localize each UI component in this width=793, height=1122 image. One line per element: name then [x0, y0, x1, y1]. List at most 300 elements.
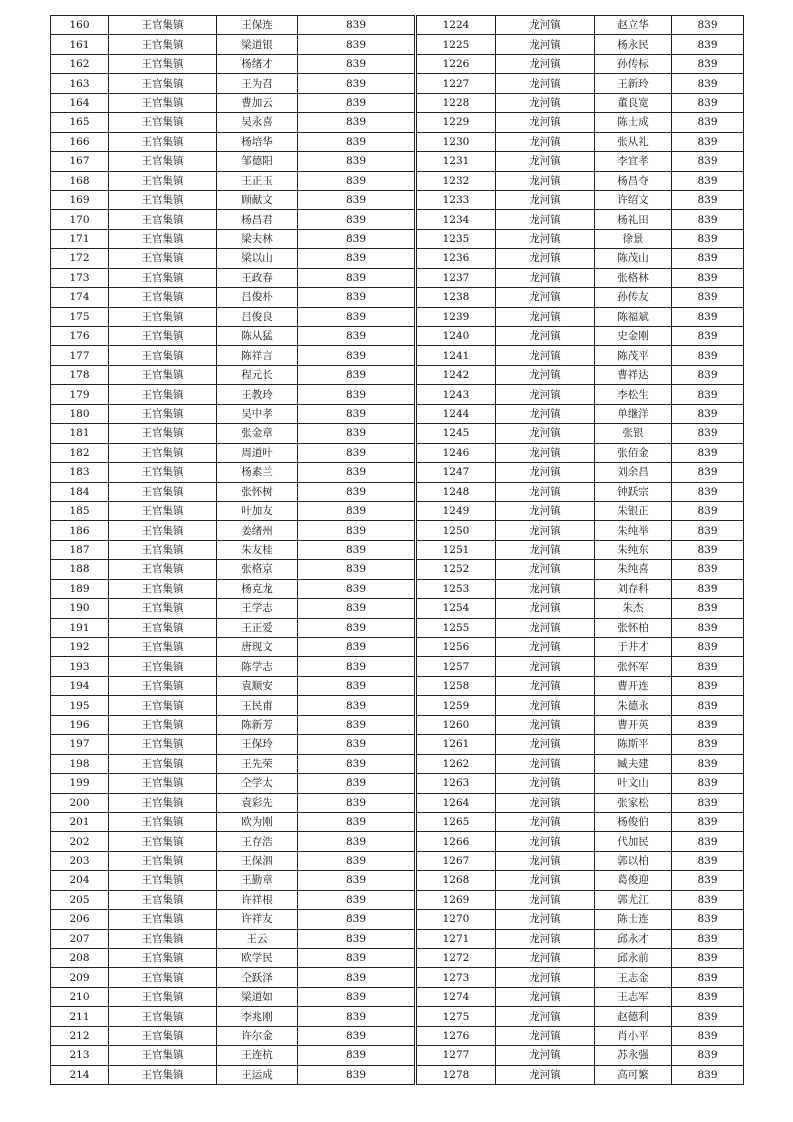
row-number-cell: 1240 — [417, 327, 496, 346]
amount-cell: 839 — [298, 54, 415, 73]
name-cell: 王志军 — [595, 987, 672, 1006]
table-row — [51, 754, 415, 773]
town-cell: 龙河镇 — [496, 268, 595, 287]
town-cell: 龙河镇 — [496, 93, 595, 112]
name-cell: 仝学太 — [217, 774, 298, 793]
row-number-cell: 189 — [51, 579, 109, 598]
name-cell: 王为召 — [217, 74, 298, 93]
table-row — [51, 385, 415, 404]
town-cell: 龙河镇 — [496, 735, 595, 754]
name-cell: 陈从猛 — [217, 327, 298, 346]
amount-cell: 839 — [298, 1026, 415, 1045]
amount-cell: 839 — [672, 618, 744, 637]
town-cell: 王官集镇 — [109, 16, 217, 35]
row-number-cell: 1243 — [417, 385, 496, 404]
amount-cell: 839 — [672, 35, 744, 54]
amount-cell: 839 — [298, 482, 415, 501]
row-number-cell: 199 — [51, 774, 109, 793]
row-number-cell: 1261 — [417, 735, 496, 754]
table-row — [51, 132, 415, 151]
name-cell: 梁道如 — [217, 987, 298, 1006]
amount-cell: 839 — [672, 774, 744, 793]
amount-cell: 839 — [672, 113, 744, 132]
name-cell: 邱永前 — [595, 949, 672, 968]
town-cell: 龙河镇 — [496, 132, 595, 151]
row-number-cell: 1237 — [417, 268, 496, 287]
table-row — [51, 968, 415, 987]
town-cell: 龙河镇 — [496, 327, 595, 346]
table-row — [51, 949, 415, 968]
town-cell: 王官集镇 — [109, 560, 217, 579]
town-cell: 龙河镇 — [496, 949, 595, 968]
row-number-cell: 1277 — [417, 1046, 496, 1065]
row-number-cell: 1272 — [417, 949, 496, 968]
name-cell: 郭以柏 — [595, 851, 672, 870]
table-row — [51, 1026, 415, 1045]
town-cell: 王官集镇 — [109, 715, 217, 734]
town-cell: 王官集镇 — [109, 365, 217, 384]
name-cell: 杨礼田 — [595, 210, 672, 229]
town-cell: 王官集镇 — [109, 696, 217, 715]
table-row — [417, 463, 744, 482]
row-number-cell: 1257 — [417, 657, 496, 676]
row-number-cell: 1239 — [417, 307, 496, 326]
amount-cell: 839 — [672, 54, 744, 73]
name-cell: 王先荣 — [217, 754, 298, 773]
name-cell: 王保连 — [217, 16, 298, 35]
table-row — [51, 735, 415, 754]
amount-cell: 839 — [298, 832, 415, 851]
name-cell: 王存浩 — [217, 832, 298, 851]
amount-cell: 839 — [298, 715, 415, 734]
row-number-cell: 196 — [51, 715, 109, 734]
name-cell: 叶文山 — [595, 774, 672, 793]
town-cell: 龙河镇 — [496, 229, 595, 248]
amount-cell: 839 — [298, 638, 415, 657]
amount-cell: 839 — [672, 1046, 744, 1065]
table-row — [51, 288, 415, 307]
amount-cell: 839 — [672, 793, 744, 812]
name-cell: 董良宽 — [595, 93, 672, 112]
row-number-cell: 181 — [51, 424, 109, 443]
town-cell: 龙河镇 — [496, 812, 595, 831]
name-cell: 王正爱 — [217, 618, 298, 637]
town-cell: 龙河镇 — [496, 696, 595, 715]
name-cell: 朱纯喜 — [595, 560, 672, 579]
row-number-cell: 1253 — [417, 579, 496, 598]
amount-cell: 839 — [298, 812, 415, 831]
amount-cell: 839 — [298, 132, 415, 151]
town-cell: 龙河镇 — [496, 365, 595, 384]
name-cell: 陈士连 — [595, 910, 672, 929]
town-cell: 王官集镇 — [109, 385, 217, 404]
name-cell: 徐景 — [595, 229, 672, 248]
name-cell: 葛俊迎 — [595, 871, 672, 890]
table-row — [417, 890, 744, 909]
name-cell: 吴中孝 — [217, 404, 298, 423]
table-row — [417, 190, 744, 209]
name-cell: 张金章 — [217, 424, 298, 443]
name-cell: 王教玲 — [217, 385, 298, 404]
name-cell: 高可繁 — [595, 1065, 672, 1084]
town-cell: 王官集镇 — [109, 1007, 217, 1026]
row-number-cell: 192 — [51, 638, 109, 657]
town-cell: 龙河镇 — [496, 288, 595, 307]
amount-cell: 839 — [672, 365, 744, 384]
town-cell: 王官集镇 — [109, 793, 217, 812]
amount-cell: 839 — [298, 968, 415, 987]
name-cell: 曹加云 — [217, 93, 298, 112]
town-cell: 王官集镇 — [109, 890, 217, 909]
town-cell: 龙河镇 — [496, 910, 595, 929]
row-number-cell: 184 — [51, 482, 109, 501]
table-row — [51, 210, 415, 229]
amount-cell: 839 — [672, 501, 744, 520]
table-row — [417, 54, 744, 73]
town-cell: 龙河镇 — [496, 968, 595, 987]
table-row — [417, 851, 744, 870]
town-cell: 王官集镇 — [109, 327, 217, 346]
town-cell: 龙河镇 — [496, 249, 595, 268]
table-row — [417, 871, 744, 890]
amount-cell: 839 — [672, 482, 744, 501]
row-number-cell: 185 — [51, 501, 109, 520]
row-number-cell: 162 — [51, 54, 109, 73]
town-cell: 龙河镇 — [496, 987, 595, 1006]
amount-cell: 839 — [672, 987, 744, 1006]
amount-cell: 839 — [672, 910, 744, 929]
amount-cell: 839 — [298, 579, 415, 598]
row-number-cell: 1245 — [417, 424, 496, 443]
table-row — [51, 676, 415, 695]
table-row — [51, 190, 415, 209]
row-number-cell: 213 — [51, 1046, 109, 1065]
name-cell: 程元长 — [217, 365, 298, 384]
town-cell: 王官集镇 — [109, 676, 217, 695]
row-number-cell: 1236 — [417, 249, 496, 268]
name-cell: 李宜孝 — [595, 152, 672, 171]
name-cell: 王新玲 — [595, 74, 672, 93]
row-number-cell: 190 — [51, 599, 109, 618]
row-number-cell: 197 — [51, 735, 109, 754]
name-cell: 邹德阳 — [217, 152, 298, 171]
town-cell: 龙河镇 — [496, 638, 595, 657]
row-number-cell: 1256 — [417, 638, 496, 657]
row-number-cell: 1226 — [417, 54, 496, 73]
town-cell: 龙河镇 — [496, 16, 595, 35]
table-row — [51, 93, 415, 112]
table-row — [417, 638, 744, 657]
town-cell: 龙河镇 — [496, 152, 595, 171]
amount-cell: 839 — [672, 249, 744, 268]
row-number-cell: 183 — [51, 463, 109, 482]
town-cell: 王官集镇 — [109, 832, 217, 851]
town-cell: 龙河镇 — [496, 35, 595, 54]
table-row — [51, 832, 415, 851]
name-cell: 陈新芳 — [217, 715, 298, 734]
amount-cell: 839 — [298, 754, 415, 773]
row-number-cell: 161 — [51, 35, 109, 54]
name-cell: 杨绪才 — [217, 54, 298, 73]
town-cell: 王官集镇 — [109, 987, 217, 1006]
row-number-cell: 1230 — [417, 132, 496, 151]
name-cell: 周道叶 — [217, 443, 298, 462]
name-cell: 张从礼 — [595, 132, 672, 151]
table-row — [51, 812, 415, 831]
town-cell: 王官集镇 — [109, 307, 217, 326]
town-cell: 龙河镇 — [496, 871, 595, 890]
amount-cell: 839 — [298, 307, 415, 326]
amount-cell: 839 — [298, 890, 415, 909]
amount-cell: 839 — [298, 35, 415, 54]
row-number-cell: 167 — [51, 152, 109, 171]
town-cell: 龙河镇 — [496, 482, 595, 501]
table-row — [51, 346, 415, 365]
name-cell: 王保玲 — [217, 735, 298, 754]
table-row — [417, 735, 744, 754]
table-row — [51, 521, 415, 540]
table-row — [51, 482, 415, 501]
name-cell: 张格林 — [595, 268, 672, 287]
table-row — [51, 696, 415, 715]
amount-cell: 839 — [298, 851, 415, 870]
amount-cell: 839 — [298, 113, 415, 132]
name-cell: 曹祥达 — [595, 365, 672, 384]
row-number-cell: 177 — [51, 346, 109, 365]
town-cell: 王官集镇 — [109, 74, 217, 93]
town-cell: 王官集镇 — [109, 171, 217, 190]
name-cell: 许绍文 — [595, 190, 672, 209]
name-cell: 苏永强 — [595, 1046, 672, 1065]
amount-cell: 839 — [672, 949, 744, 968]
amount-cell: 839 — [298, 229, 415, 248]
table-row — [417, 968, 744, 987]
table-row — [417, 579, 744, 598]
row-number-cell: 1269 — [417, 890, 496, 909]
row-number-cell: 1255 — [417, 618, 496, 637]
row-number-cell: 214 — [51, 1065, 109, 1084]
row-number-cell: 1228 — [417, 93, 496, 112]
row-number-cell: 1258 — [417, 676, 496, 695]
row-number-cell: 1252 — [417, 560, 496, 579]
table-row — [417, 1026, 744, 1045]
amount-cell: 839 — [672, 16, 744, 35]
town-cell: 王官集镇 — [109, 1046, 217, 1065]
amount-cell: 839 — [298, 774, 415, 793]
row-number-cell: 1231 — [417, 152, 496, 171]
table-row — [417, 987, 744, 1006]
town-cell: 龙河镇 — [496, 1065, 595, 1084]
town-cell: 龙河镇 — [496, 676, 595, 695]
amount-cell: 839 — [298, 676, 415, 695]
row-number-cell: 1248 — [417, 482, 496, 501]
table-row — [417, 132, 744, 151]
row-number-cell: 1274 — [417, 987, 496, 1006]
town-cell: 龙河镇 — [496, 463, 595, 482]
amount-cell: 839 — [298, 16, 415, 35]
row-number-cell: 166 — [51, 132, 109, 151]
row-number-cell: 212 — [51, 1026, 109, 1045]
name-cell: 梁道银 — [217, 35, 298, 54]
amount-cell: 839 — [672, 152, 744, 171]
town-cell: 龙河镇 — [496, 1046, 595, 1065]
table-row — [51, 327, 415, 346]
roster-body-left — [51, 16, 415, 1085]
amount-cell: 839 — [672, 579, 744, 598]
row-number-cell: 187 — [51, 540, 109, 559]
amount-cell: 839 — [298, 696, 415, 715]
amount-cell: 839 — [672, 190, 744, 209]
town-cell: 龙河镇 — [496, 307, 595, 326]
table-row — [51, 890, 415, 909]
name-cell: 于井才 — [595, 638, 672, 657]
name-cell: 朱银正 — [595, 501, 672, 520]
name-cell: 顾献文 — [217, 190, 298, 209]
name-cell: 王连杭 — [217, 1046, 298, 1065]
table-row — [51, 987, 415, 1006]
table-row — [51, 307, 415, 326]
name-cell: 杨昌君 — [217, 210, 298, 229]
town-cell: 龙河镇 — [496, 715, 595, 734]
name-cell: 袁彩先 — [217, 793, 298, 812]
amount-cell: 839 — [672, 132, 744, 151]
amount-cell: 839 — [672, 851, 744, 870]
row-number-cell: 1259 — [417, 696, 496, 715]
row-number-cell: 1254 — [417, 599, 496, 618]
table-row — [417, 268, 744, 287]
name-cell: 张银 — [595, 424, 672, 443]
town-cell: 王官集镇 — [109, 599, 217, 618]
amount-cell: 839 — [672, 463, 744, 482]
name-cell: 陈学志 — [217, 657, 298, 676]
name-cell: 朱杰 — [595, 599, 672, 618]
table-row — [417, 599, 744, 618]
name-cell: 曹开连 — [595, 676, 672, 695]
town-cell: 王官集镇 — [109, 910, 217, 929]
table-row — [51, 113, 415, 132]
town-cell: 龙河镇 — [496, 599, 595, 618]
table-row — [417, 365, 744, 384]
table-row — [51, 268, 415, 287]
roster-table-left — [50, 15, 415, 1085]
name-cell: 刘余昌 — [595, 463, 672, 482]
amount-cell: 839 — [672, 871, 744, 890]
name-cell: 单继洋 — [595, 404, 672, 423]
table-row — [417, 171, 744, 190]
amount-cell: 839 — [672, 74, 744, 93]
table-row — [417, 774, 744, 793]
amount-cell: 839 — [298, 210, 415, 229]
amount-cell: 839 — [672, 599, 744, 618]
town-cell: 龙河镇 — [496, 793, 595, 812]
amount-cell: 839 — [298, 929, 415, 948]
row-number-cell: 200 — [51, 793, 109, 812]
row-number-cell: 1232 — [417, 171, 496, 190]
table-row — [417, 793, 744, 812]
name-cell: 朱友桂 — [217, 540, 298, 559]
amount-cell: 839 — [672, 404, 744, 423]
row-number-cell: 1271 — [417, 929, 496, 948]
table-row — [51, 618, 415, 637]
town-cell: 王官集镇 — [109, 404, 217, 423]
table-row — [51, 74, 415, 93]
town-cell: 王官集镇 — [109, 229, 217, 248]
town-cell: 龙河镇 — [496, 1007, 595, 1026]
town-cell: 王官集镇 — [109, 210, 217, 229]
amount-cell: 839 — [672, 1065, 744, 1084]
town-cell: 龙河镇 — [496, 424, 595, 443]
amount-cell: 839 — [298, 618, 415, 637]
name-cell: 杨培华 — [217, 132, 298, 151]
amount-cell: 839 — [298, 268, 415, 287]
table-row — [51, 1046, 415, 1065]
table-row — [51, 1007, 415, 1026]
town-cell: 王官集镇 — [109, 249, 217, 268]
name-cell: 王云 — [217, 929, 298, 948]
table-row — [417, 832, 744, 851]
town-cell: 王官集镇 — [109, 812, 217, 831]
amount-cell: 839 — [298, 327, 415, 346]
row-number-cell: 178 — [51, 365, 109, 384]
row-number-cell: 164 — [51, 93, 109, 112]
row-number-cell: 210 — [51, 987, 109, 1006]
town-cell: 王官集镇 — [109, 443, 217, 462]
name-cell: 张佰金 — [595, 443, 672, 462]
row-number-cell: 165 — [51, 113, 109, 132]
row-number-cell: 160 — [51, 16, 109, 35]
row-number-cell: 1251 — [417, 540, 496, 559]
name-cell: 王保泗 — [217, 851, 298, 870]
amount-cell: 839 — [672, 832, 744, 851]
name-cell: 张怀军 — [595, 657, 672, 676]
name-cell: 叶加友 — [217, 501, 298, 520]
amount-cell: 839 — [298, 1046, 415, 1065]
table-row — [51, 929, 415, 948]
row-number-cell: 1244 — [417, 404, 496, 423]
town-cell: 龙河镇 — [496, 54, 595, 73]
town-cell: 龙河镇 — [496, 501, 595, 520]
town-cell: 王官集镇 — [109, 268, 217, 287]
town-cell: 王官集镇 — [109, 929, 217, 948]
amount-cell: 839 — [672, 929, 744, 948]
name-cell: 吕俊良 — [217, 307, 298, 326]
table-row — [417, 1007, 744, 1026]
table-row — [417, 482, 744, 501]
town-cell: 王官集镇 — [109, 501, 217, 520]
name-cell: 袁顺安 — [217, 676, 298, 695]
town-cell: 王官集镇 — [109, 618, 217, 637]
amount-cell: 839 — [298, 521, 415, 540]
name-cell: 朱德永 — [595, 696, 672, 715]
row-number-cell: 1241 — [417, 346, 496, 365]
town-cell: 王官集镇 — [109, 540, 217, 559]
table-row — [417, 404, 744, 423]
name-cell: 李兆刚 — [217, 1007, 298, 1026]
amount-cell: 839 — [298, 171, 415, 190]
name-cell: 陈士成 — [595, 113, 672, 132]
amount-cell: 839 — [298, 346, 415, 365]
row-number-cell: 195 — [51, 696, 109, 715]
table-row — [417, 346, 744, 365]
amount-cell: 839 — [298, 443, 415, 462]
amount-cell: 839 — [298, 657, 415, 676]
table-row — [51, 1065, 415, 1084]
town-cell: 龙河镇 — [496, 171, 595, 190]
amount-cell: 839 — [672, 288, 744, 307]
roster-table-right — [416, 15, 744, 1085]
name-cell: 陈斯平 — [595, 735, 672, 754]
row-number-cell: 1270 — [417, 910, 496, 929]
